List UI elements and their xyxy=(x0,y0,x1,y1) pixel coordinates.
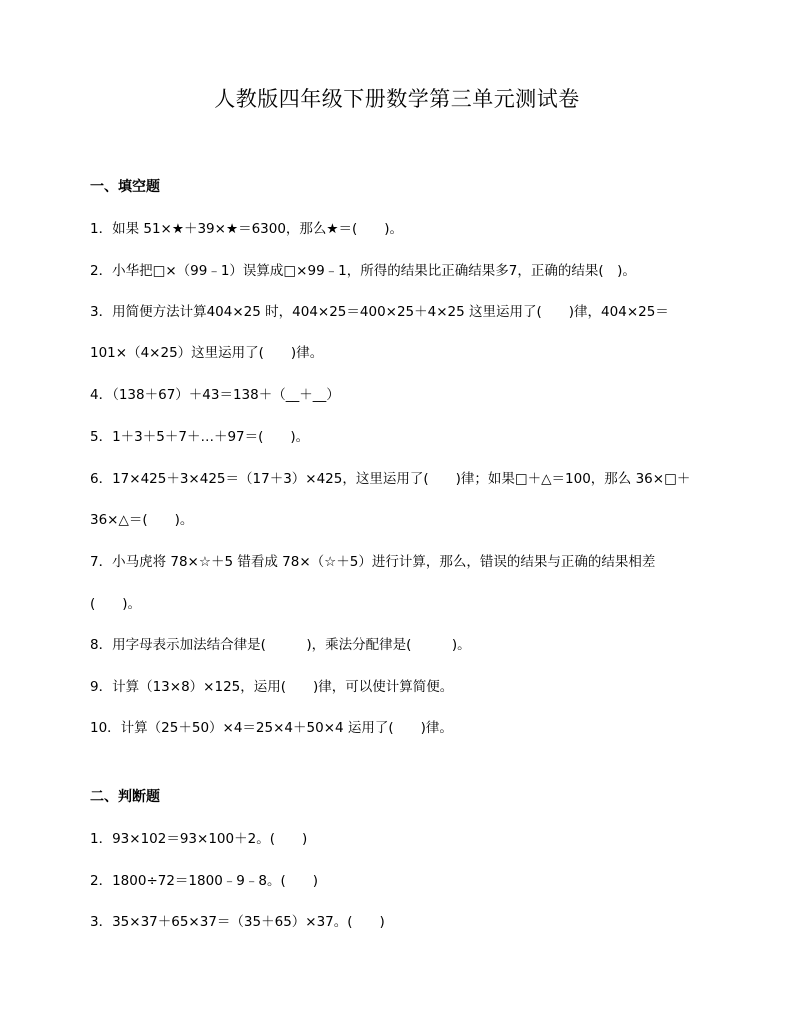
question-line: 6．17×425＋3×425＝（17＋3）×425，这里运用了( )律；如果□＋△＝100，那么 36×□＋ xyxy=(90,471,691,487)
question-line: 9．计算（13×8）×125，运用( )律，可以使计算简便。 xyxy=(90,679,454,695)
question-line: 1．93×102＝93×100＋2。( ) xyxy=(90,831,308,847)
question-line: 101×（4×25）这里运用了( )律。 xyxy=(90,345,324,361)
page-title: 人教版四年级下册数学第三单元测试卷 xyxy=(214,87,580,111)
question-line: 1．如果 51×★＋39×★＝6300，那么★＝( )。 xyxy=(90,221,404,237)
question-line: 2．1800÷72＝1800﹣9﹣8。( ) xyxy=(90,873,319,889)
question-line: 8．用字母表示加法结合律是( )，乘法分配律是( )。 xyxy=(90,637,471,653)
question-line: 10．计算（25＋50）×4＝25×4＋50×4 运用了( )律。 xyxy=(90,720,453,736)
question-line: 3．用简便方法计算404×25 时，404×25＝400×25＋4×25 这里运用了( )律，404×25＝ xyxy=(90,304,669,320)
question-line: ( )。 xyxy=(90,596,142,612)
question-line: 5．1＋3＋5＋7＋…＋97＝( )。 xyxy=(90,429,310,445)
question-line: 4．（138＋67）＋43＝138＋（__＋__） xyxy=(90,387,340,403)
question-line: 3．35×37＋65×37＝（35＋65）×37。( ) xyxy=(90,914,385,930)
section-heading-true-false: 二、判断题 xyxy=(90,789,160,805)
question-line: 36×△＝( )。 xyxy=(90,512,194,528)
question-line: 2．小华把□×（99﹣1）误算成□×99﹣1，所得的结果比正确结果多7，正确的结果( )。 xyxy=(90,263,636,279)
section-heading-fill-blank: 一、填空题 xyxy=(90,179,160,195)
question-line: 7．小马虎将 78×☆＋5 错看成 78×（☆＋5）进行计算，那么，错误的结果与正确的结果相差 xyxy=(90,554,656,570)
